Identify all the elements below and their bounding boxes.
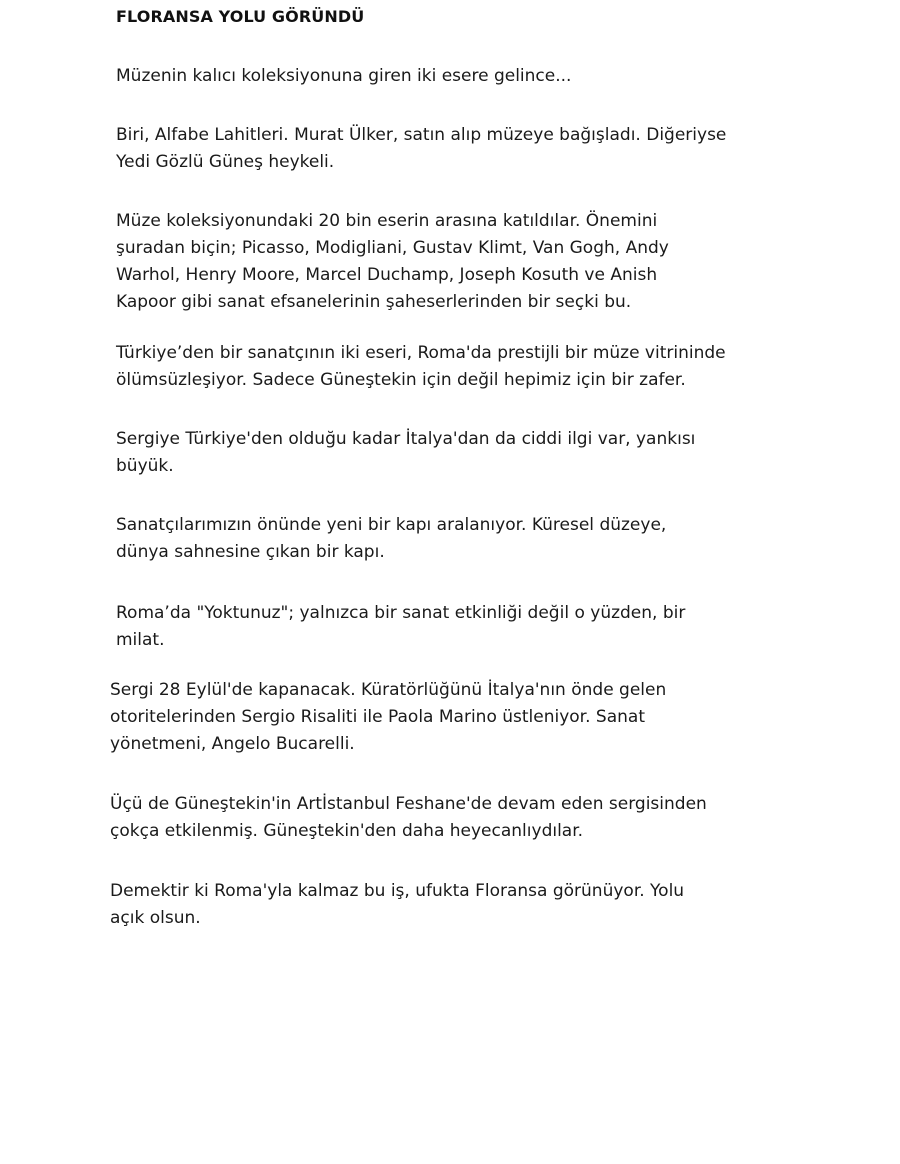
paragraph-4: Türkiye’den bir sanatçının iki eseri, Roma'da prestijli bir müze vitrininde ölümsüzleşiyor. Sadece Güneştekin için değil hepimiz için bir zafer. (116, 343, 726, 390)
paragraph-9: Üçü de Güneştekin'in Artİstanbul Feshane'de devam eden sergisinden çokça etkilenmiş. Güneştekin'den daha heyecanlıydılar. (110, 794, 707, 841)
paragraph-6: Sanatçılarımızın önünde yeni bir kapı aralanıyor. Küresel düzeye, dünya sahnesine çıkan bir kapı. (116, 515, 667, 562)
paragraph-2: Biri, Alfabe Lahitleri. Murat Ülker, satın alıp müzeye bağışladı. Diğeriyse Yedi Gözlü Güneş heykeli. (116, 125, 727, 172)
paragraph-8: Sergi 28 Eylül'de kapanacak. Küratörlüğünü İtalya'nın önde gelen otoritelerinden Sergio Risaliti ile Paola Marino üstleniyor. Sanat yönetmeni, Angelo Bucarelli. (110, 680, 667, 754)
paragraph-1: Müzenin kalıcı koleksiyonuna giren iki esere gelince... (116, 66, 572, 86)
paragraph-5: Sergiye Türkiye'den olduğu kadar İtalya'dan da ciddi ilgi var, yankısı büyük. (116, 429, 696, 476)
paragraph-7: Roma’da "Yoktunuz"; yalnızca bir sanat etkinliği değil o yüzden, bir milat. (116, 603, 686, 650)
paragraph-10: Demektir ki Roma'yla kalmaz bu iş, ufukta Floransa görünüyor. Yolu açık olsun. (110, 881, 685, 928)
paragraph-3: Müze koleksiyonundaki 20 bin eserin arasına katıldılar. Önemini şuradan biçin; Picasso, Modigliani, Gustav Klimt, Van Gogh, Andy Warhol, Henry Moore, Marcel Duchamp, Joseph Kosuth ve Anish Kapoor gibi sanat efsanelerinin şaheserlerinden bir seçki bu. (116, 211, 669, 312)
page-title: FLORANSA YOLU GÖRÜNDÜ (116, 7, 365, 26)
